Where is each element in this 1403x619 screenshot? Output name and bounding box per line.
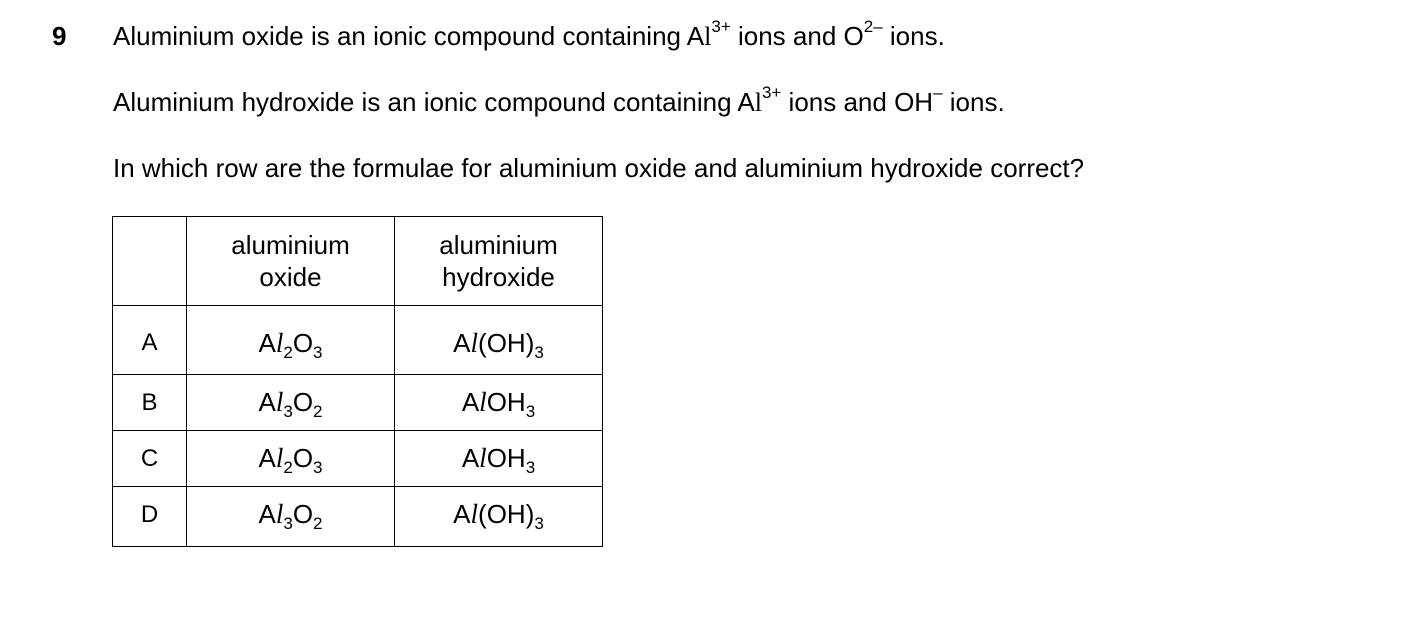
- hydroxide-formula: [461, 443, 536, 478]
- answer-table: [112, 216, 603, 547]
- line2-al-charge: 3+: [761, 83, 782, 103]
- oxide-formula: [258, 499, 323, 534]
- oxide-formula: [258, 443, 323, 478]
- hydroxide-formula-cell: [395, 431, 603, 487]
- oxide-al-it: l: [275, 387, 284, 417]
- oxide-o-count: 3: [313, 342, 323, 362]
- hydroxide-al-it: l: [479, 387, 487, 417]
- question-line-1: [113, 18, 945, 55]
- line2-middle: ions and OH: [781, 87, 934, 117]
- line1-al-l: l: [704, 22, 712, 51]
- oxide-formula-cell: [187, 306, 395, 375]
- line1-prefix: Aluminium oxide is an ionic compound containing A: [113, 21, 705, 51]
- hydroxide-formula-cell: [395, 306, 603, 375]
- header-corner: [113, 217, 187, 306]
- hydroxide-al-it: l: [479, 443, 487, 473]
- line2-prefix: Aluminium hydroxide is an ionic compound containing A: [113, 87, 755, 117]
- hydroxide-al-it: l: [470, 499, 479, 529]
- oxide-al-it: l: [275, 443, 284, 473]
- hydroxide-count: 3: [525, 458, 536, 478]
- line1-o-charge: 2–: [863, 17, 883, 37]
- table-row: [113, 375, 603, 431]
- hydroxide-group: OH: [486, 443, 526, 473]
- hydroxide-count: 3: [534, 342, 544, 362]
- oxide-o-count: 2: [313, 402, 323, 422]
- oxide-formula: [258, 327, 323, 362]
- table-row: [113, 306, 603, 375]
- oxide-al-count: 2: [283, 458, 293, 478]
- oxide-o-count: 2: [313, 514, 323, 534]
- hydroxide-formula: [453, 327, 544, 362]
- line2-oh-charge: –: [933, 83, 943, 103]
- hydroxide-group: (OH): [478, 499, 535, 529]
- oxide-al-count: 3: [283, 514, 293, 534]
- oxide-al-it: l: [275, 499, 284, 529]
- hydroxide-group: OH: [486, 387, 526, 417]
- question-number: 9: [52, 21, 67, 51]
- question-line-2: [113, 84, 1005, 121]
- oxide-al-count: 3: [283, 402, 293, 422]
- option-letter: C: [113, 431, 187, 487]
- oxide-al-pre: A: [258, 499, 276, 529]
- line1-middle: ions and O: [730, 21, 864, 51]
- header-aluminium-oxide: [187, 217, 395, 306]
- line1-suffix: ions.: [882, 21, 945, 51]
- header-col2-line2: hydroxide: [442, 262, 555, 292]
- option-letter: B: [113, 375, 187, 431]
- table-body: [113, 306, 603, 547]
- header-col2-line1: aluminium: [439, 230, 558, 260]
- oxide-o: O: [292, 443, 314, 473]
- hydroxide-al-pre: A: [461, 443, 480, 473]
- oxide-o: O: [292, 499, 314, 529]
- line2-suffix: ions.: [942, 87, 1005, 117]
- oxide-formula-cell: [187, 431, 395, 487]
- hydroxide-formula-cell: [395, 487, 603, 547]
- line2-al-l: l: [754, 88, 762, 117]
- table-row: [113, 431, 603, 487]
- hydroxide-formula-cell: [395, 375, 603, 431]
- oxide-al-count: 2: [283, 342, 293, 362]
- oxide-o: O: [292, 387, 314, 417]
- oxide-formula: [258, 387, 323, 422]
- header-col1-line2: oxide: [259, 262, 322, 292]
- hydroxide-group: (OH): [478, 327, 535, 358]
- oxide-formula-cell: [187, 375, 395, 431]
- oxide-al-pre: A: [258, 443, 276, 473]
- hydroxide-count: 3: [534, 514, 544, 534]
- option-letter: A: [113, 306, 187, 375]
- option-letter: D: [113, 487, 187, 547]
- oxide-formula-cell: [187, 487, 395, 547]
- oxide-al-pre: A: [258, 387, 276, 417]
- hydroxide-formula: [461, 387, 536, 422]
- hydroxide-formula: [453, 499, 544, 534]
- hydroxide-al-it: l: [470, 327, 479, 358]
- hydroxide-al-pre: A: [453, 499, 471, 529]
- header-col1-line1: aluminium: [231, 230, 350, 260]
- table-header-row: [113, 217, 603, 306]
- oxide-al-pre: A: [258, 327, 276, 358]
- header-aluminium-hydroxide: [395, 217, 603, 306]
- oxide-o-count: 3: [313, 458, 323, 478]
- hydroxide-count: 3: [525, 402, 536, 422]
- oxide-o: O: [292, 327, 314, 358]
- question-prompt: In which row are the formulae for aluminium oxide and aluminium hydroxide correct?: [113, 153, 1085, 183]
- line1-al-charge: 3+: [711, 17, 731, 37]
- hydroxide-al-pre: A: [453, 327, 471, 358]
- oxide-al-it: l: [275, 327, 284, 358]
- table-row: [113, 487, 603, 547]
- hydroxide-al-pre: A: [461, 387, 480, 417]
